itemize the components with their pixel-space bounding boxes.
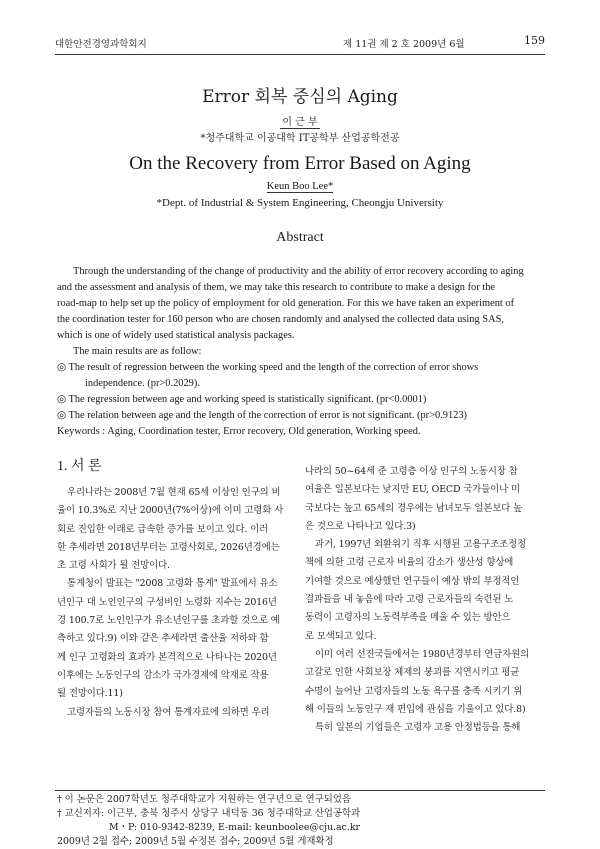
- right-column: [305, 463, 543, 737]
- body-line: 로 모색되고 있다.: [305, 630, 377, 642]
- footnote-dates: 2009년 2월 접수; 2009년 5월 수정본 접수; 2009년 5월 게재확정: [57, 836, 334, 847]
- body-line: 초 고령 사회가 될 전망이다.: [57, 560, 170, 572]
- body-line: 여율은 일본보다는 낮지만 EU, OECD 국가들이나 미: [305, 484, 520, 496]
- korean-author-name: 이 근 부: [282, 117, 318, 128]
- body-line: 나라의 50~64세 준 고령층 이상 인구의 노동시장 참: [305, 466, 518, 477]
- header-rule: [55, 54, 545, 55]
- abstract-line: and the assessment and analysis of them, we may take this research to contribute to make a design for the: [57, 282, 496, 293]
- body-line: 과거, 1997년 외환위기 직후 시행된 고용구조조정정: [315, 539, 526, 551]
- result-line: ◎ The result of regression between the working speed and the length of the correction of error shows: [57, 362, 479, 373]
- body-line: 이미 여러 선진국들에서는 1980년경부터 연금자원의: [315, 648, 530, 660]
- english-title: On the Recovery from Error Based on Aging: [129, 153, 471, 174]
- result-item: ◎ The regression between age and working speed is statistically significant. (pr<0.0001): [57, 394, 427, 405]
- body-line: 은 것으로 나타나고 있다.3): [305, 520, 416, 532]
- body-line: 년인구 대 노인인구의 구성비인 노령화 지수는 2016년: [57, 596, 277, 608]
- issue-info: 제 11권 제 2 호 2009년 6월: [343, 39, 465, 50]
- footnotes: [57, 793, 360, 849]
- body-line: 통계청이 발표는 "2008 고령화 통계" 발표에서 유소: [67, 578, 278, 590]
- body-line: 경 100.7로 노인인구가 유소년인구를 초과할 것으로 예: [57, 615, 280, 627]
- result-item: ◎ The relation between age and the length of the correction of error is not significant. (pr>0.9123): [57, 410, 468, 421]
- body-line: 측하고 있다.9) 이와 같은 추세라면 출산율 저하와 함: [57, 633, 269, 645]
- body-line: 율이 10.3%로 지난 2000년(7%이상)에 이미 고령화 사: [57, 505, 284, 517]
- body-line: 수명이 늘어난 고령자들의 노동 욕구를 충족 시키기 위: [305, 685, 523, 697]
- abstract-line: the coordination tester for 160 person who are chosen randomly and analysed the collected data using SAS,: [57, 314, 504, 325]
- body-line: 이후에는 노동인구의 감소가 국가경제에 악재로 작용: [57, 669, 269, 681]
- body-line: 해 이들의 노동인구 재 편입에 관심을 기울이고 있다.8): [305, 703, 526, 715]
- journal-name: 대한안전경영과학회지: [55, 39, 147, 50]
- footnote-corresponding: † 교신저자: 이근부, 충북 청주시 상당구 내덕동 36 청주대학교 산업공학과: [57, 808, 361, 819]
- result-item: [57, 360, 543, 392]
- section-heading: 1. 서 론: [57, 459, 102, 474]
- body-line: 고갈로 인한 사회보장 체제의 붕괴를 지연시키고 평균: [305, 667, 520, 679]
- abstract-line: road-map to help set up the policy of employment for old generation. For this we have taken an experiment of: [57, 298, 515, 309]
- body-line: 고령자들의 노동시장 참여 통계자료에 의하면 우리: [67, 706, 270, 718]
- english-author-name: Keun Boo Lee*: [266, 181, 334, 192]
- korean-affiliation: *청주대학교 이공대학 IT공학부 산업공학전공: [200, 133, 400, 144]
- abstract-line: Through the understanding of the change of productivity and the ability of error recovery according to aging: [73, 266, 524, 277]
- body-line: 결과들을 내 놓음에 따라 고령 근로자들의 숙련된 노: [305, 594, 514, 606]
- footnote-contact: M・P: 010-9342-8239, E-mail: keunboolee@cju.ac.kr: [109, 822, 361, 833]
- abstract-line: which is one of widely used statistical analysis packages.: [57, 330, 295, 341]
- body-line: 동력이 고령자의 노동력부족을 메울 수 있는 방안으: [305, 612, 511, 624]
- page-number: 159: [524, 34, 545, 47]
- body-line: 우리나라는 2008년 7월 현재 65세 이상인 인구의 비: [67, 487, 281, 498]
- body-line: 기여할 것으로 예상했던 연구들이 예상 밖의 부정적인: [305, 575, 520, 587]
- body-line: 께 인구 고령화의 효과가 본격적으로 나타나는 2020년: [57, 651, 277, 663]
- keywords: Keywords : Aging, Coordination tester, Error recovery, Old generation, Working speed.: [57, 426, 421, 437]
- korean-author: [55, 113, 545, 128]
- body-line: 국보다는 높고 65세의 경우에는 남녀모두 일본보다 높: [305, 502, 523, 514]
- korean-title: Error 회복 중심의 Aging: [202, 87, 398, 107]
- footnote-funding: † 이 논문은 2007학년도 청주대학교가 지원하는 연구년으로 연구되었음: [57, 794, 351, 805]
- footnote-rule: [55, 790, 545, 791]
- left-column: [57, 484, 294, 722]
- abstract-body: [57, 264, 543, 440]
- running-header: [55, 36, 545, 52]
- english-author: [55, 181, 545, 192]
- results-intro: The main results are as follow:: [73, 346, 202, 357]
- english-affiliation: *Dept. of Industrial & System Engineering, Cheongju University: [156, 197, 444, 209]
- body-line: 될 전망이다.11): [57, 688, 123, 700]
- body-line: 한 추세라면 2018년부터는 고령사회로, 2026년경에는: [57, 541, 280, 553]
- abstract-heading: Abstract: [276, 230, 324, 245]
- body-line: 책에 의한 고령 근로자 비율의 감소가 생산성 향상에: [305, 557, 514, 569]
- body-line: 특히 일본의 기업들은 고령자 고용 안정법등을 통해: [315, 722, 521, 734]
- body-line: 회로 진입한 이래로 급속한 증가를 보이고 있다. 이러: [57, 523, 269, 535]
- result-line-cont: independence. (pr>0.2029).: [85, 378, 200, 389]
